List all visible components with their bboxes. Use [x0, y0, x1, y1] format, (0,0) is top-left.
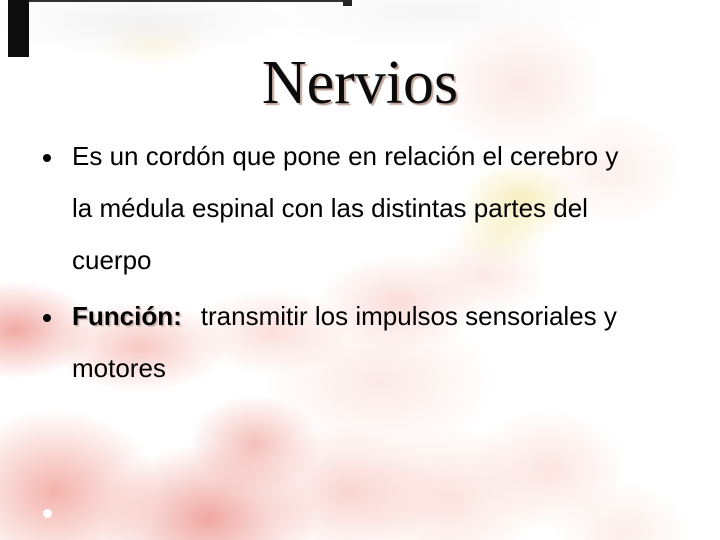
bullet-2-text: transmitir los impulsos sensoriales y — [200, 301, 617, 331]
bullet-dot — [43, 154, 51, 162]
bullet-1-line-2: la médula espinal con las distintas partes del — [72, 193, 588, 223]
bullet-2-line-1 — [72, 290, 685, 342]
top-edge-line — [29, 0, 343, 2]
bullet-dot — [43, 314, 51, 322]
bullet-2-bold-label: Función: — [72, 301, 182, 331]
bullet-1-line-3: cuerpo — [72, 245, 152, 275]
bullet-2-line-2: motores — [72, 353, 166, 383]
bullet-1-line-1: Es un cordón que pone en relación el cerebro y — [72, 141, 619, 171]
slide-body — [40, 130, 685, 394]
slide-title: Nervios — [261, 49, 459, 117]
bullet-item-2 — [40, 290, 685, 394]
bullet-item-1 — [40, 130, 685, 286]
top-left-black-bar — [8, 0, 29, 57]
hidden-bullet-dot — [43, 509, 52, 518]
top-edge-tick — [343, 0, 352, 6]
